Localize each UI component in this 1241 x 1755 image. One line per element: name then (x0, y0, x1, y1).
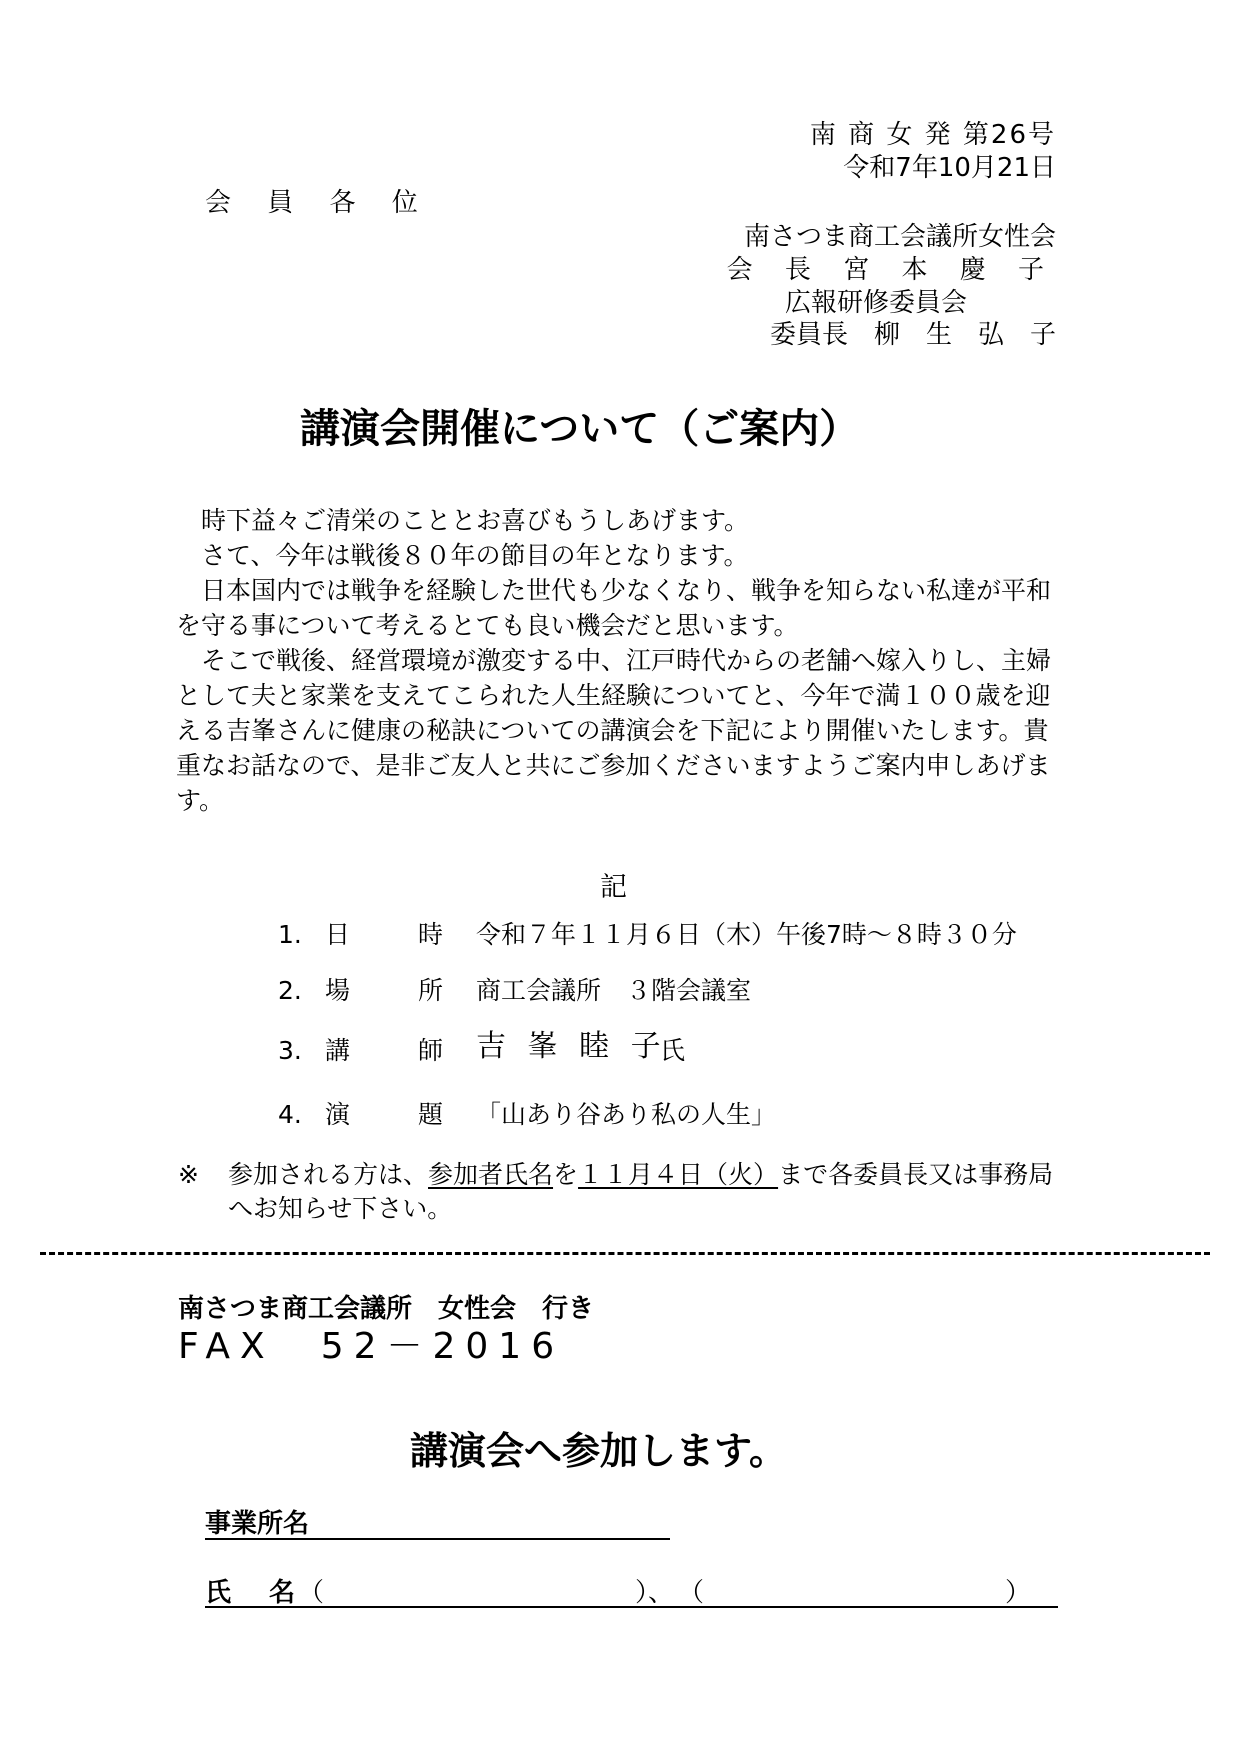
name-paren-close: ）、 (635, 1578, 675, 1608)
cut-line (40, 1252, 1210, 1255)
recipient: 会 員 各 位 (205, 188, 432, 218)
company-field[interactable] (205, 1538, 670, 1540)
note-text: 参加される方は、 (228, 1160, 429, 1189)
note-line-2: へお知らせ下さい。 (228, 1194, 453, 1223)
item-label: 場 所 (325, 976, 450, 1005)
name-paren-open: （ (678, 1578, 705, 1608)
name-paren-close: ） (1005, 1578, 1032, 1608)
name-field[interactable] (205, 1606, 1058, 1608)
note-text: を (553, 1160, 579, 1189)
body-paragraph: さて、今年は戦後８０年の節目の年となります。 (201, 541, 749, 570)
lecturer-honorific: 氏 (660, 1036, 686, 1065)
issue-date: 令和7年10月21日 (843, 153, 1056, 183)
note-text: まで各委員長又は事務局 (778, 1160, 1054, 1189)
note-underline-deadline: １１月４日（火） (578, 1160, 779, 1189)
body-paragraph: そこで戦後、経営環境が激変する中、江戸時代からの老舗へ嫁入りし、主婦として夫と家業を支えてこられた人生経験についてと、今年で満１００歳を迎える吉峯さんに健康の秘訣についての講演会を下記により開催いたします。貴重なお話なので、是非ご友人と共にご参加くださいますようご案内申しあげます。 (176, 646, 1052, 815)
item-num: 3. (278, 1036, 302, 1065)
fax-recipient: 南さつま商工会議所 女性会 行き (178, 1294, 595, 1324)
item-label: 講 師 (325, 1036, 450, 1065)
page-title: 講演会開催について（ご案内） (300, 406, 860, 452)
lecturer-name: 吉 峯 睦 子 (476, 1029, 667, 1064)
company-label: 事業所名 (205, 1509, 310, 1539)
item-num: 4. (278, 1100, 302, 1129)
reply-title: 講演会へ参加します。 (410, 1429, 787, 1473)
committee-chair: 委員長 柳 生 弘 子 (769, 320, 1056, 350)
item-label: 演 題 (325, 1100, 450, 1129)
body-text (176, 503, 1060, 818)
name-label: 氏 名 (205, 1578, 302, 1608)
committee-name: 広報研修委員会 (785, 288, 968, 318)
ki-heading: 記 (600, 872, 627, 903)
item-value: 商工会議所 ３階会議室 (476, 976, 752, 1005)
note-line-1 (228, 1160, 1053, 1190)
sender-org: 南さつま商工会議所女性会 (743, 222, 1056, 252)
doc-number: 南 商 女 発 第26号 (809, 120, 1056, 150)
item-num: 1. (278, 920, 302, 949)
item-num: 2. (278, 976, 302, 1005)
body-paragraph: 日本国内では戦争を経験した世代も少なくなり、戦争を知らない私達が平和を守る事について考えるとても良い機会だと思います。 (176, 576, 1052, 640)
item-label: 日 時 (325, 920, 450, 949)
name-paren-open: （ (298, 1578, 325, 1608)
note-mark: ※ (178, 1160, 199, 1189)
fax-number: FAX 52－2016 (178, 1326, 565, 1367)
item-value: 「山あり谷あり私の人生」 (476, 1100, 777, 1129)
item-value: 令和７年１１月６日（木）午後7時～８時３０分 (476, 920, 1017, 949)
sender-president: 会 長 宮 本 慶 子 (726, 255, 1056, 285)
note-underline-names: 参加者氏名 (428, 1160, 554, 1189)
body-paragraph: 時下益々ご清栄のこととお喜びもうしあげます。 (201, 506, 750, 535)
